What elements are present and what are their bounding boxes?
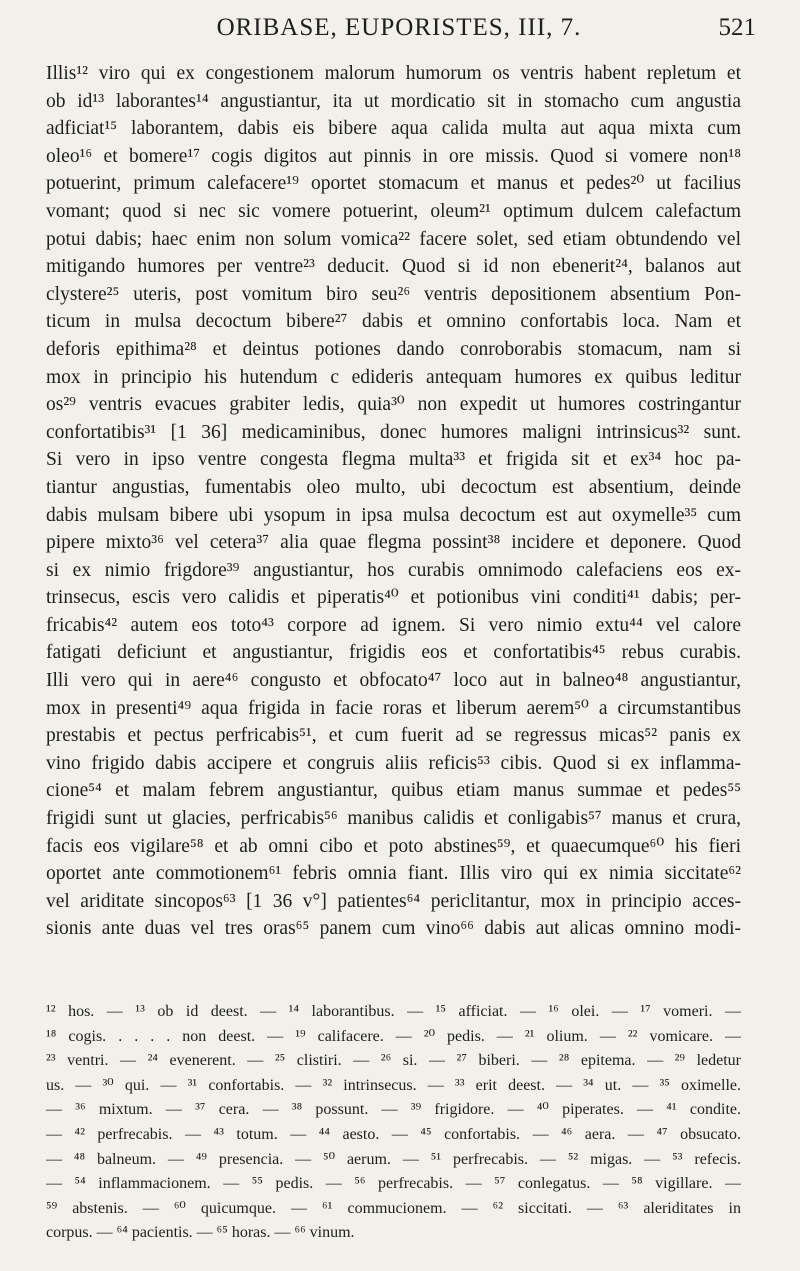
text-line: frigidi sunt ut glacies, perfricabis⁵⁶ manibus calidis et conligabis⁵⁷ manus et crura, [46, 808, 741, 830]
footnote-line: ²³ ventri. — ²⁴ evenerent. — ²⁵ clistiri. — ²⁶ si. — ²⁷ biberi. — ²⁸ epitema. — ²⁹ ledetur [46, 1052, 741, 1070]
text-line: mox in principio his hutendum c edideris antequam humores ex quibus leditur [46, 366, 741, 388]
text-line: potui dabis; haec enim non solum vomica²² facere solet, sed etiam obtundendo vel [46, 228, 741, 250]
text-line: Illi vero qui in aere⁴⁶ congusto et obfocato⁴⁷ loco aut in balneo⁴⁸ angustiantur, [46, 670, 741, 692]
footnote-line: — ³⁶ mixtum. — ³⁷ cera. — ³⁸ possunt. — ³⁹ frigidore. — ⁴⁰ piperates. — ⁴¹ condite. [46, 1101, 741, 1119]
footnote-line: — ⁴² perfrecabis. — ⁴³ totum. — ⁴⁴ aesto. — ⁴⁵ confortabis. — ⁴⁶ aera. — ⁴⁷ obsucato. [46, 1125, 741, 1143]
text-line: fatigati deficiunt et angustiantur, frigidis eos et confortatibis⁴⁵ rebus curabis. [46, 642, 741, 664]
text-line: deforis epithima²⁸ et deintus potiones dando conroborabis stomacum, nam si [46, 338, 741, 360]
text-line: facis eos vigilare⁵⁸ et ab omni cibo et poto abstines⁵⁹, et quaecumque⁶⁰ his fieri [46, 835, 741, 857]
text-line: adficiat¹⁵ laborantem, dabis eis bibere aqua calida multa aut aqua mixta cum [46, 118, 741, 140]
text-line: ob id¹³ laborantes¹⁴ angustiantur, ita ut mordicatio sit in stomacho cum angustia [46, 90, 741, 112]
text-line: vel ariditate sincopos⁶³ [1 36 v°] patientes⁶⁴ periclitantur, mox in principio acces- [46, 890, 741, 912]
text-line: prestabis et pectus perfricabis⁵¹, et cum fuerit ad se regressus micas⁵² panis ex [46, 725, 741, 747]
footnote-line: — ⁵⁴ inflammacionem. — ⁵⁵ pedis. — ⁵⁶ perfrecabis. — ⁵⁷ conlegatus. — ⁵⁸ vigillare. — [46, 1175, 741, 1193]
text-line: trinsecus, escis vero calidis et piperatis⁴⁰ et potionibus vini conditi⁴¹ dabis; per- [46, 587, 741, 609]
text-line: potuerint, primum calefacere¹⁹ oportet stomacum et manus et pedes²⁰ ut facilius [46, 173, 741, 195]
text-line: os²⁹ ventris evacues grabiter ledis, quia³⁰ non expedit ut humores costringantur [46, 394, 741, 416]
text-line: ticum in mulsa decoctum bibere²⁷ dabis et omnino confortabis loca. Nam et [46, 311, 741, 333]
page-number: 521 [718, 14, 756, 41]
text-line: tiantur angustias, fumentabis oleo multo, ubi decoctum est absentium, deinde [46, 476, 741, 498]
footnote-line: ¹⁸ cogis. . . . . non deest. — ¹⁹ califacere. — ²⁰ pedis. — ²¹ olium. — ²² vomicare. — [46, 1027, 741, 1045]
text-line: mitigando humores per ventre²³ deducit. Quod si id non ebenerit²⁴, balanos aut [46, 256, 741, 278]
footnote-line: us. — ³⁰ qui. — ³¹ confortabis. — ³² intrinsecus. — ³³ erit deest. — ³⁴ ut. — ³⁵ oximelle. [46, 1076, 741, 1094]
text-line: sionis ante duas vel tres oras⁶⁵ panem cum vino⁶⁶ dabis aut alicas omnino modi- [46, 918, 741, 940]
footnote-line: corpus. — ⁶⁴ pacientis. — ⁶⁵ horas. — ⁶⁶ vinum. [46, 1224, 355, 1242]
footnote-line: — ⁴⁸ balneum. — ⁴⁹ presencia. — ⁵⁰ aerum. — ⁵¹ perfrecabis. — ⁵² migas. — ⁵³ refecis. [46, 1150, 741, 1168]
footnote-line: ¹² hos. — ¹³ ob id deest. — ¹⁴ laborantibus. — ¹⁵ afficiat. — ¹⁶ olei. — ¹⁷ vomeri. — [46, 1003, 741, 1020]
text-line: confortatibis³¹ [1 36] medicaminibus, donec humores maligni intrinsicus³² sunt. [46, 421, 741, 443]
text-line: cione⁵⁴ et malam febrem angustiantur, quibus etiam manus summae et pedes⁵⁵ [46, 780, 741, 802]
text-line: mox in presenti⁴⁹ aqua frigida in facie roras et liberum aerem⁵⁰ a circumstantibus [46, 697, 741, 719]
text-line: oleo¹⁶ et bomere¹⁷ cogis digitos aut pinnis in ore missis. Quod si vomere non¹⁸ [46, 145, 741, 167]
text-line: si ex nimio frigdore³⁹ angustiantur, hos curabis omnimodo calefaciens eos ex- [46, 559, 741, 581]
text-line: Si vero in ipso ventre congesta flegma multa³³ et frigida sit et ex³⁴ hoc pa- [46, 449, 741, 471]
text-line: fricabis⁴² autem eos toto⁴³ corpore ad ignem. Si vero nimio extu⁴⁴ vel calore [46, 614, 741, 636]
text-line: clystere²⁵ uteris, post vomitum biro seu²⁶ ventris depositionem absentium Pon- [46, 283, 741, 305]
text-line: vomant; quod si nec sic vomere potuerint, oleum²¹ optimum dulcem calefactum [46, 200, 741, 222]
footnotes [46, 1000, 741, 1246]
running-header [42, 14, 756, 44]
text-line: oportet ante commotionem⁶¹ febris omnia fiant. Illis viro qui ex nimia siccitate⁶² [46, 863, 741, 885]
text-line: vino frigido dabis accipere et congruis aliis reficis⁵³ cibis. Quod si ex inflamma- [46, 752, 741, 774]
footnote-line: ⁵⁹ abstenis. — ⁶⁰ quicumque. — ⁶¹ commucionem. — ⁶² siccitati. — ⁶³ aleriditates in [46, 1199, 741, 1217]
text-line: Illis¹² viro qui ex congestionem malorum humorum os ventris habent repletum et [46, 63, 741, 84]
main-text [46, 60, 741, 943]
header-title: ORIBASE, EUPORISTES, III, 7. [216, 14, 582, 41]
text-line: dabis mulsam bibere ubi ysopum in ipsa mulsa decoctum est aut oxymelle³⁵ cum [46, 504, 741, 526]
text-line: pipere mixto³⁶ vel cetera³⁷ alia quae flegma possint³⁸ incidere et deponere. Quod [46, 532, 741, 554]
